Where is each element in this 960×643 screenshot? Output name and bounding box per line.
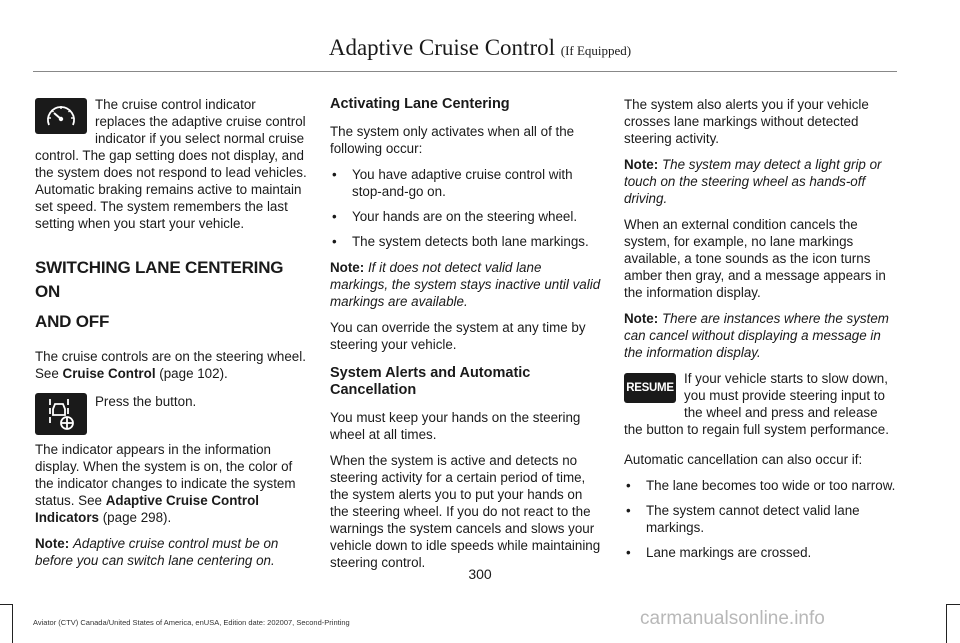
- crop-mark: [12, 605, 13, 643]
- list-item: • You have adaptive cruise control with stop-and-go on.: [330, 166, 602, 200]
- paragraph: Automatic cancellation can also occur if:: [624, 452, 863, 467]
- note-text: Adaptive cruise control must be on before you can switch lane centering on.: [35, 536, 279, 568]
- resume-label: RESUME: [626, 381, 674, 394]
- paragraph: The system only activates when all of the following occur:: [330, 124, 575, 156]
- section-title: [35, 256, 307, 334]
- column-right: [624, 96, 896, 570]
- text: The cruise controls are on the steering wheel. See: [35, 349, 306, 381]
- title-text: Adaptive Cruise Control: [328, 35, 555, 60]
- speedometer-icon: [35, 98, 87, 134]
- list-item: • The system detects both lane markings.: [330, 233, 602, 250]
- note-text: If it does not detect valid lane markings, the system stays inactive until valid markings are available.: [330, 260, 601, 309]
- bullet-list: [624, 477, 896, 561]
- paragraph: The system also alerts you if your vehicle crosses lane markings without detected steering activity.: [624, 97, 869, 146]
- text: The indicator appears in the information display. When the system is on, the color of the indicator changes to indicate the system status. See: [35, 442, 296, 508]
- note-text: There are instances where the system can cancel without displaying a message in the information display.: [624, 311, 889, 360]
- list-item: • Your hands are on the steering wheel.: [330, 208, 602, 225]
- page-title: [0, 34, 960, 65]
- note-label: Note:: [35, 536, 70, 551]
- paragraph: The cruise control indicator replaces the adaptive cruise control indicator if you select normal cruise control. The gap setting does not display, and the system does not respond to lead vehicles. Automatic braking remains active to maintain set speed. The system remembers the last setting when you start your vehicle.: [35, 97, 307, 231]
- text: (page 298).: [99, 510, 172, 525]
- paragraph: You can override the system at any time by steering your vehicle.: [330, 320, 586, 352]
- section-heading: Activating Lane Centering: [330, 96, 510, 112]
- lane-centering-icon: [35, 393, 87, 435]
- note-label: Note:: [624, 157, 659, 172]
- note: [35, 535, 307, 569]
- paragraph: When the system is active and detects no steering activity for a certain period of time, the system alerts you to put your hands on the steering wheel. If you do not react to the warnings the system cancels and slows your vehicle down to idle speeds while maintaining steering control.: [330, 453, 601, 570]
- list-item: • The system cannot detect valid lane markings.: [624, 502, 896, 536]
- column-left: [35, 96, 307, 578]
- paragraph: You must keep your hands on the steering wheel at all times.: [330, 410, 581, 442]
- text: (page 102).: [155, 366, 228, 381]
- note: [624, 156, 896, 207]
- crop-mark: [946, 605, 947, 643]
- section-title-line: AND OFF: [35, 312, 110, 331]
- bullet-list: [330, 166, 602, 250]
- column-middle: [330, 96, 602, 580]
- edition-footer: Aviator (CTV) Canada/United States of America, enUSA, Edition date: 202007, Second-Printing: [33, 618, 350, 627]
- note-label: Note:: [330, 260, 365, 275]
- note: [330, 259, 602, 310]
- section-heading: System Alerts and Automatic Cancellation: [330, 365, 531, 398]
- section-title-line: SWITCHING LANE CENTERING ON: [35, 258, 284, 301]
- note-label: Note:: [624, 311, 659, 326]
- paragraph: [35, 348, 307, 382]
- title-subtitle: (If Equipped): [560, 43, 632, 58]
- cross-reference-link[interactable]: Cruise Control: [62, 366, 156, 381]
- paragraph: [35, 441, 307, 526]
- paragraph: When an external condition cancels the system, for example, no lane markings available, a tone sounds as the icon turns amber then gray, and a message appears in the information display.: [624, 217, 886, 300]
- list-item: • Lane markings are crossed.: [624, 544, 896, 561]
- header-divider: [33, 71, 897, 72]
- cross-reference-link[interactable]: Adaptive Cruise Control Indicators: [35, 493, 259, 525]
- crop-mark: [0, 604, 13, 605]
- paragraph: Press the button.: [95, 394, 197, 409]
- note: [624, 310, 896, 361]
- page-number: 300: [468, 566, 492, 582]
- watermark: carmanualsonline.info: [640, 608, 825, 629]
- crop-mark: [946, 604, 960, 605]
- note-text: The system may detect a light grip or touch on the steering wheel as hands-off driving.: [624, 157, 882, 206]
- resume-button-icon: [624, 373, 676, 403]
- paragraph: If your vehicle starts to slow down, you must provide steering input to the wheel and press and release the button to regain full system performance.: [624, 371, 889, 437]
- list-item: • The lane becomes too wide or too narrow.: [624, 477, 896, 494]
